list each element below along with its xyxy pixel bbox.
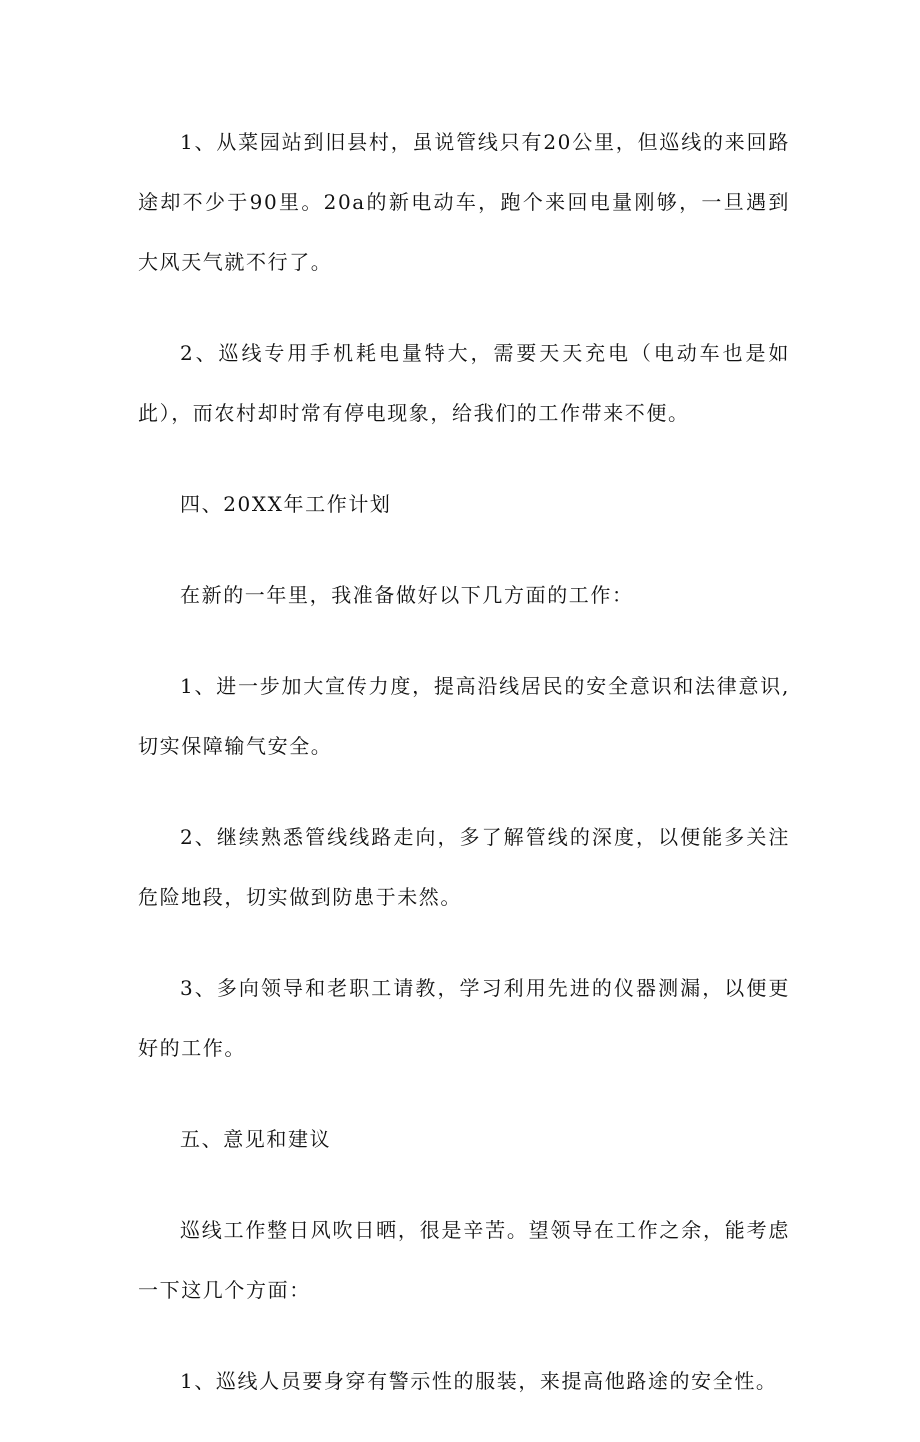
paragraph-plan-1: 1、进一步加大宣传力度，提高沿线居民的安全意识和法律意识,切实保障输气安全。 [138, 674, 790, 758]
paragraph-plan-3: 3、多向领导和老职工请教，学习利用先进的仪器测漏，以便更好的工作。 [138, 976, 790, 1060]
paragraph-suggestions-intro: 巡线工作整日风吹日晒，很是辛苦。望领导在工作之余，能考虑一下这几个方面： [138, 1218, 790, 1302]
section-heading-plan: 四、20XX年工作计划 [180, 492, 392, 516]
section-heading-suggestions: 五、意见和建议 [180, 1127, 332, 1151]
paragraph-plan-2: 2、继续熟悉管线线路走向，多了解管线的深度，以便能多关注危险地段，切实做到防患于未然。 [138, 825, 790, 909]
paragraph-issue-1: 1、从菜园站到旧县村，虽说管线只有20公里，但巡线的来回路途却不少于90里。20a的新电动车，跑个来回电量刚够，一旦遇到大风天气就不行了。 [138, 130, 790, 274]
paragraph-issue-2: 2、巡线专用手机耗电量特大，需要天天充电（电动车也是如此），而农村却时常有停电现象，给我们的工作带来不便。 [138, 341, 790, 425]
document-body [138, 112, 790, 1442]
paragraph-suggestion-1: 1、巡线人员要身穿有警示性的服装，来提高他路途的安全性。 [180, 1369, 778, 1393]
paragraph-plan-intro: 在新的一年里，我准备做好以下几方面的工作： [180, 583, 634, 607]
